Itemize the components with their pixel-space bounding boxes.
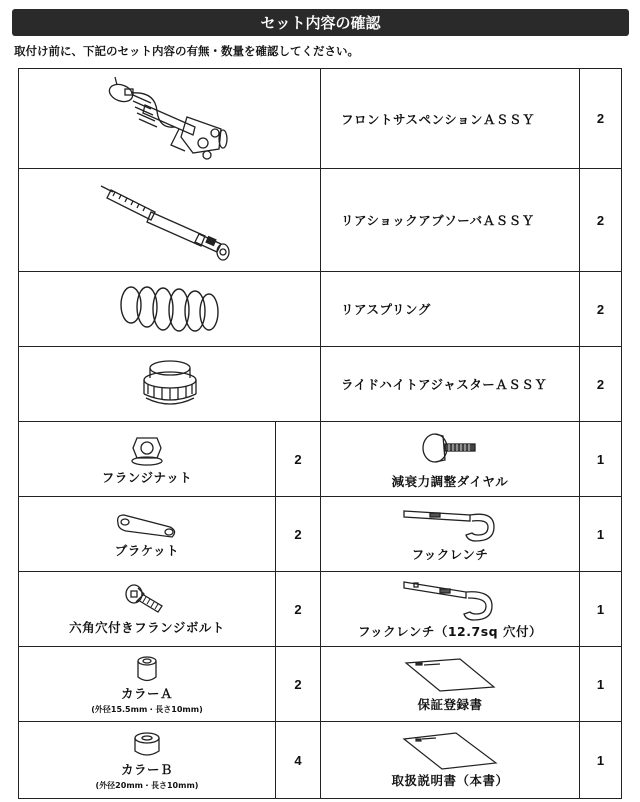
part-qty: 1	[580, 722, 622, 799]
table-row	[19, 69, 622, 169]
part-qty: 4	[276, 722, 321, 799]
part-cell-left	[19, 497, 276, 572]
part-name: フロントサスペンションＡＳＳＹ	[321, 69, 580, 169]
table-row	[19, 272, 622, 347]
rear-shock-icon	[95, 172, 245, 268]
part-cell-right	[321, 497, 580, 572]
part-qty: 2	[580, 272, 622, 347]
part-spec: (外径15.5mm・長さ10mm)	[91, 704, 203, 714]
part-cell-left	[19, 572, 276, 647]
part-name: フックレンチ（12.7sq 穴付）	[358, 624, 542, 639]
part-name: 保証登録書	[417, 697, 483, 712]
part-name: フックレンチ	[411, 547, 489, 562]
table-row	[19, 722, 622, 799]
part-qty: 2	[580, 347, 622, 422]
table-row	[19, 347, 622, 422]
table-row	[19, 169, 622, 272]
part-name: リアショックアブソーバＡＳＳＹ	[321, 169, 580, 272]
part-qty: 1	[580, 572, 622, 647]
hex-socket-bolt-icon	[122, 582, 172, 618]
bracket-icon	[112, 509, 182, 541]
table-row	[19, 572, 622, 647]
ride-height-adjuster-icon	[130, 354, 210, 414]
collar-a-icon	[132, 654, 162, 684]
warranty-card-icon	[400, 655, 500, 695]
part-image-cell	[19, 69, 321, 169]
part-name: リアスプリング	[321, 272, 580, 347]
part-qty: 2	[276, 572, 321, 647]
flange-nut-icon	[127, 432, 167, 468]
rear-spring-icon	[115, 279, 225, 339]
table-row	[19, 497, 622, 572]
part-qty: 1	[580, 422, 622, 497]
part-qty: 2	[276, 647, 321, 722]
part-cell-left	[19, 647, 276, 722]
part-name: カラーＡ	[120, 685, 173, 701]
hook-wrench-icon	[400, 505, 500, 545]
part-cell-right	[321, 572, 580, 647]
collar-b-icon	[130, 730, 164, 760]
section-header	[12, 9, 629, 36]
hook-wrench-square-icon	[400, 578, 500, 622]
parts-table	[18, 68, 622, 799]
part-qty: 2	[276, 497, 321, 572]
damping-dial-icon	[415, 428, 485, 472]
part-cell-right	[321, 722, 580, 799]
part-name: 取扱説明書（本書）	[391, 773, 509, 788]
part-image-cell	[19, 169, 321, 272]
part-name: 減衰力調整ダイヤル	[391, 474, 509, 489]
part-spec: (外径20mm・長さ10mm)	[95, 780, 199, 790]
part-image-cell	[19, 272, 321, 347]
part-qty: 1	[580, 497, 622, 572]
table-row	[19, 647, 622, 722]
part-cell-left	[19, 422, 276, 497]
section-title: セット内容の確認	[260, 14, 381, 32]
part-name: 六角穴付きフランジボルト	[69, 620, 225, 635]
part-name: フランジナット	[101, 470, 193, 485]
part-cell-right	[321, 647, 580, 722]
part-qty: 1	[580, 647, 622, 722]
front-suspension-icon	[95, 71, 245, 167]
part-name: ライドハイトアジャスターＡＳＳＹ	[321, 347, 580, 422]
part-qty: 2	[580, 169, 622, 272]
part-qty: 2	[276, 422, 321, 497]
part-name: ブラケット	[114, 543, 180, 558]
manual-icon	[400, 731, 500, 771]
part-cell-left	[19, 722, 276, 799]
table-row	[19, 422, 622, 497]
part-image-cell	[19, 347, 321, 422]
intro-text: 取付け前に、下記のセット内容の有無・数量を確認してください。	[14, 44, 359, 58]
part-name: カラーＢ	[120, 761, 173, 777]
part-cell-right	[321, 422, 580, 497]
part-qty: 2	[580, 69, 622, 169]
